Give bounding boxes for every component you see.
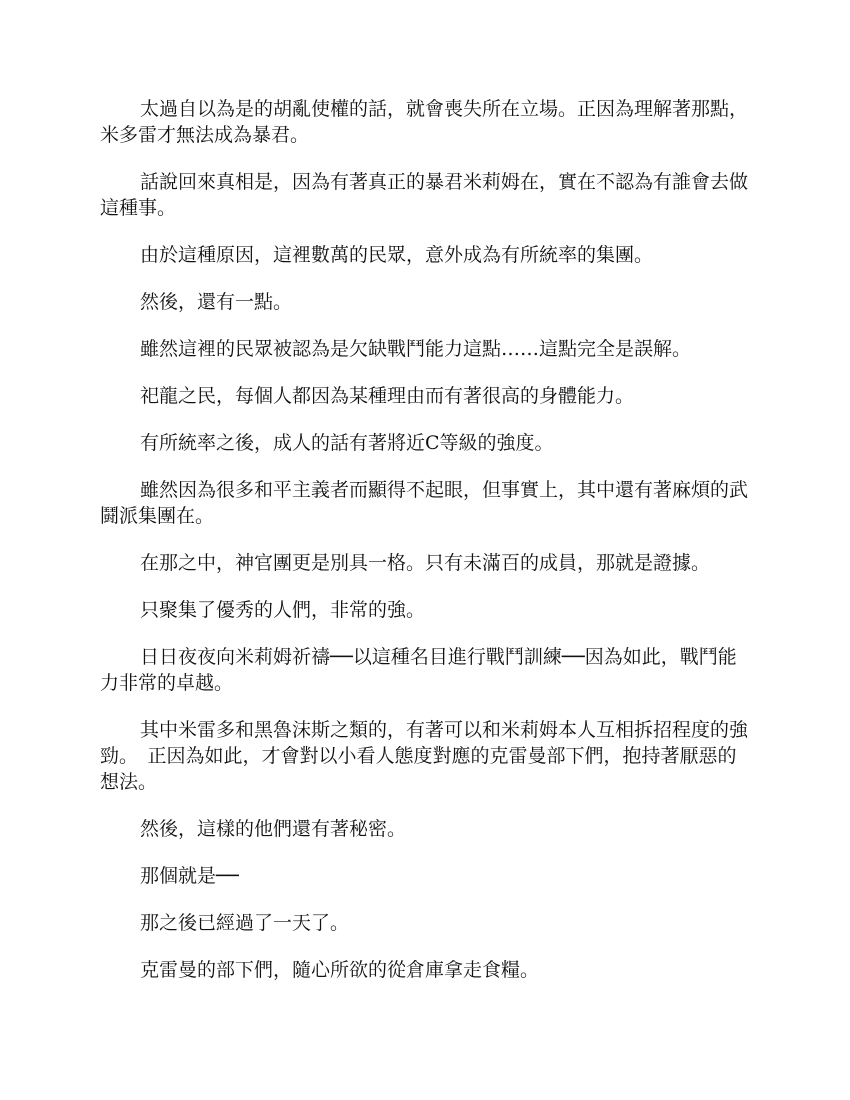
paragraph: 雖然因為很多和平主義者而顯得不起眼，但事實上，其中還有著麻煩的武鬪派集團在。	[100, 479, 749, 527]
paragraph: 由於這種原因，這裡數萬的民眾，意外成為有所統率的集團。	[140, 244, 654, 266]
paragraph: 有所統率之後，成人的話有著將近C等級的強度。	[140, 432, 554, 454]
paragraph: 日日夜夜向米莉姆祈禱──以這種名目進行戰鬥訓練──因為如此，戰鬥能力非常的卓越。	[100, 646, 737, 694]
paragraph: 太過自以為是的胡亂使權的話，就會喪失所在立場。正因為理解著那點，米多雷才無法成為暴君。	[100, 98, 749, 146]
paragraph: 祀龍之民，每個人都因為某種理由而有著很高的身體能力。	[140, 385, 635, 407]
document-page	[100, 96, 748, 1004]
paragraph: 雖然這裡的民眾被認為是欠缺戰鬥能力這點……這點完全是誤解。	[140, 338, 692, 360]
paragraph: 只聚集了優秀的人們，非常的強。	[140, 599, 426, 621]
paragraph: 那個就是──	[140, 865, 239, 887]
paragraph: 其中米雷多和黑魯沫斯之類的，有著可以和米莉姆本人互相拆招程度的強勁。 正因為如此，才會對以小看人態度對應的克雷曼部下們，抱持著厭惡的想法。	[100, 719, 749, 793]
paragraph: 然後，這樣的他們還有著秘密。	[140, 818, 407, 840]
paragraph: 在那之中，神官團更是別具一格。只有未滿百的成員，那就是證據。	[140, 552, 711, 574]
paragraph: 話說回來真相是，因為有著真正的暴君米莉姆在，實在不認為有誰會去做這種事。	[100, 171, 749, 219]
paragraph: 那之後已經過了一天了。	[140, 912, 350, 934]
paragraph: 克雷曼的部下們，隨心所欲的從倉庫拿走食糧。	[140, 959, 540, 981]
paragraph: 然後，還有一點。	[140, 291, 293, 313]
